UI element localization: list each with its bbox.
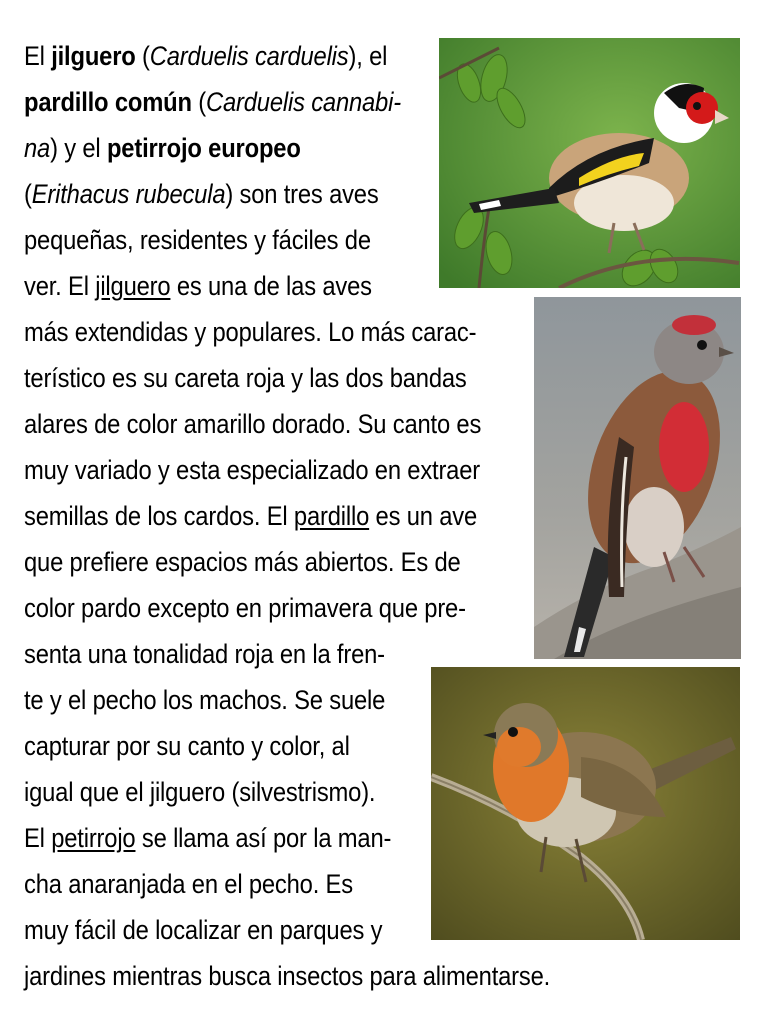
underlined-term: pardillo [293,501,370,531]
text-line: terístico es su careta roja y las dos bandas [24,363,467,393]
text-line: te y el pecho los machos. Se suele [24,685,386,715]
text-line: muy fácil de localizar en parques y [24,915,383,945]
text-line: que prefiere espacios más abiertos. Es de [24,547,461,577]
text-line: ver. El jilguero es una de las aves [24,271,372,301]
scientific-name: Carduelis carduelis [149,41,349,71]
text-line: El petirrojo se llama así por la man- [24,823,392,853]
text-line: más extendidas y populares. Lo más carac- [24,317,477,347]
text-line: cha anaranjada en el pecho. Es [24,869,353,899]
underlined-term: petirrojo [51,823,136,853]
text-line: (Erithacus rubecula) son tres aves [24,179,379,209]
text-line: muy variado y esta especializado en extraer [24,455,481,485]
scientific-name: Carduelis cannabi- [205,87,401,117]
text-line: capturar por su canto y color, al [24,731,350,761]
term-pardillo-comun: pardillo común [24,87,192,117]
text-line: senta una tonalidad roja en la fren- [24,639,385,669]
scientific-name: Erithacus rubecula [31,179,226,209]
text-line: pequeñas, residentes y fáciles de [24,225,371,255]
robin-photo [431,667,740,940]
term-petirrojo-europeo: petirrojo europeo [106,133,301,163]
linnet-photo [534,297,741,659]
text-line: na) y el petirrojo europeo [24,133,301,163]
text-line: semillas de los cardos. El pardillo es un ave [24,501,478,531]
text-line: El jilguero (Carduelis carduelis), el [24,41,388,71]
text-line: jardines mientras busca insectos para alimentarse. [24,961,551,991]
text-line: pardillo común (Carduelis cannabi- [24,87,401,117]
underlined-term: jilguero [95,271,171,301]
term-jilguero: jilguero [51,41,136,71]
text-line: igual que el jilguero (silvestrismo). [24,777,376,807]
scientific-name: na [24,133,51,163]
text-line: alares de color amarillo dorado. Su canto es [24,409,482,439]
text-line: color pardo excepto en primavera que pre- [24,593,466,623]
goldfinch-photo [439,38,740,288]
